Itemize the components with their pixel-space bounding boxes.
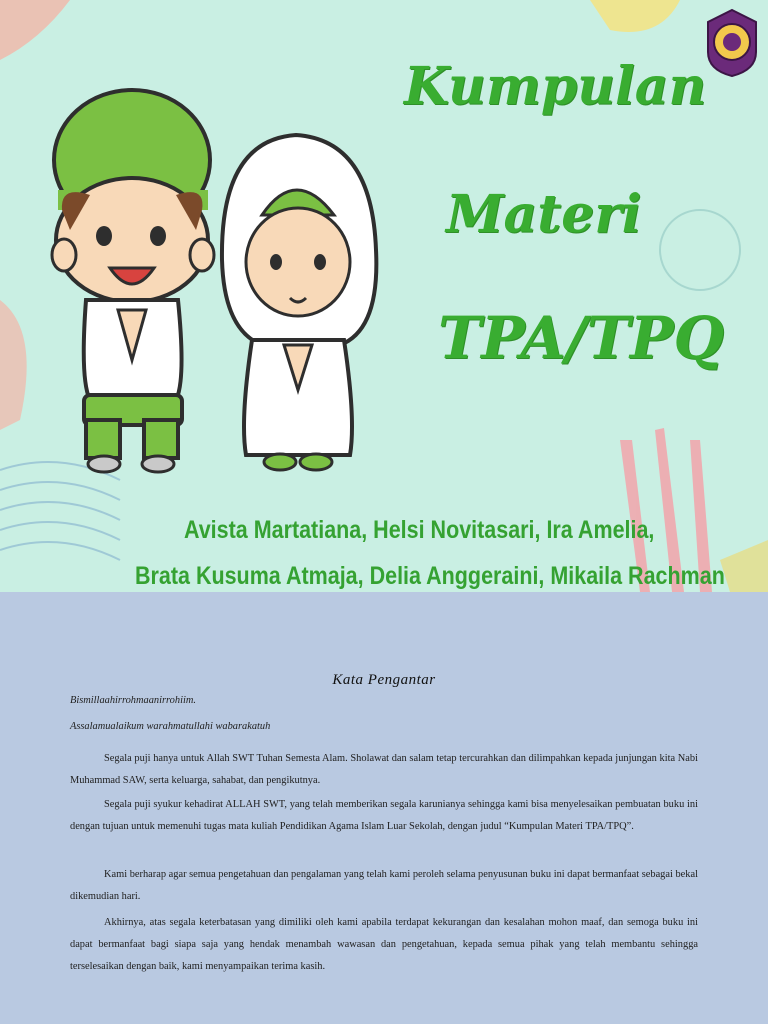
boy-character-illustration: [52, 90, 214, 472]
preface-opening: Bismillaahirrohmaanirrohiim.: [70, 695, 196, 706]
preface-page: [0, 592, 768, 1024]
university-logo: [704, 8, 760, 78]
preface-paragraph: Segala puji syukur kehadirat ALLAH SWT, yang telah memberikan segala karunianya sehingga kami bisa menyelesaikan pembuatan buku ini dengan tujuan untuk memenuhi tugas mata kuliah Pendidikan Agama Islam Luar Sekolah, dengan judul “Kumpulan Materi TPA/TPQ”.: [70, 799, 698, 832]
preface-paragraph: Segala puji hanya untuk Allah SWT Tuhan Semesta Alam. Sholawat dan salam tetap tercurahkan dan dilimpahkan kepada junjungan kita Nabi Muhammad SAW, serta keluarga, sahabat, dan pengikutnya.: [70, 753, 698, 786]
preface-paragraph: Akhirnya, atas segala keterbatasan yang dimiliki oleh kami apabila terdapat kekurangan dan kesalahan mohon maaf, dan semoga buku ini dapat bermanfaat bagi siapa saja yang hendak menambah wawasan dan pengetahuan, kepada semua pihak yang telah membantu sehingga terselesaikan dengan baik, kami menyampaikan terima kasih.: [70, 917, 698, 972]
cover-title-line-3: TPA/TPQ: [438, 304, 725, 372]
cover-title-line-2: Materi: [446, 184, 642, 245]
girl-character-illustration: [222, 135, 376, 470]
preface-greeting: Assalamualaikum warahmatullahi wabarakatuh: [70, 721, 271, 732]
cover-title-line-1: Kumpulan: [404, 56, 707, 117]
preface-paragraph: Kami berharap agar semua pengetahuan dan pengalaman yang telah kami peroleh selama penyusunan buku ini dapat bermanfaat sebagai bekal dikemudian hari.: [70, 869, 698, 902]
preface-heading: Kata Pengantar: [332, 672, 436, 688]
authors-line-1: Avista Martatiana, Helsi Novitasari, Ira Amelia,: [184, 516, 655, 544]
authors-line-2: Brata Kusuma Atmaja, Delia Anggeraini, Mikaila Rachman: [135, 562, 725, 590]
